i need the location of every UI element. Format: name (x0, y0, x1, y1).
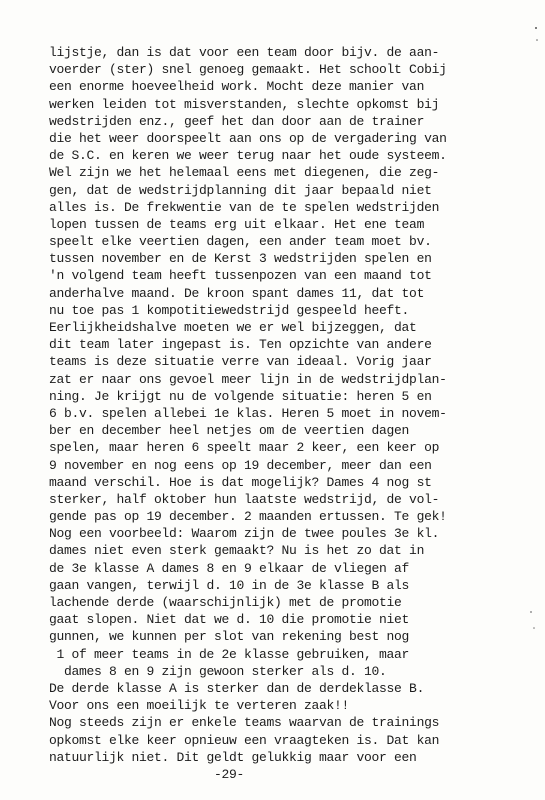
text-line: nu toe pas 1 kompotitiewedstrijd gespeeld heeft. (49, 302, 410, 318)
text-line: De derde klasse A is sterker dan de derdeklasse B. (49, 680, 425, 696)
text-line: dames niet even sterk gemaakt? Nu is het zo dat in (49, 543, 425, 559)
text-line: die het weer doorspeelt aan ons op de vergadering van (49, 130, 447, 146)
text-line: lopen tussen de teams erg uit elkaar. Het ene team (49, 216, 425, 232)
text-line: gen, dat de wedstrijdplanning dit jaar bepaald niet (49, 182, 432, 198)
text-line: 'n volgend team heeft tussenpozen van een maand tot (49, 268, 432, 284)
text-line: 1 of meer teams in de 2e klasse gebruiken, maar (49, 646, 410, 662)
text-line: Nog steeds zijn er enkele teams waarvan de trainings (49, 715, 440, 731)
text-line: lachende derde (waarschijnlijk) met de promotie (49, 595, 402, 610)
text-line: maand verschil. Hoe is dat mogelijk? Dames 4 nog st (49, 474, 432, 490)
text-line: ber en december heel netjes om de veertien dagen (49, 423, 410, 439)
text-line: tussen november en de Kerst 3 wedstrijden spelen en (49, 251, 432, 267)
text-line: spelen, maar heren 6 speelt maar 2 keer, een keer op (49, 440, 440, 456)
text-line: voerder (ster) snel genoeg gemaakt. Het schoolt Cobij (49, 62, 447, 78)
text-line: de S.C. en keren we weer terug naar het oude systeem. (49, 148, 447, 164)
text-line: de 3e klasse A dames 8 en 9 elkaar de vliegen af (49, 560, 410, 576)
page-number: -29- (214, 766, 245, 782)
text-line: alles is. De frekwentie van de te spelen wedstrijden (49, 199, 440, 215)
text-line: ning. Je krijgt nu de volgende situatie: heren 5 en (49, 388, 432, 404)
text-line: natuurlijk niet. Dit geldt gelukkig maar voor een (49, 749, 417, 765)
text-line: gunnen, we kunnen per slot van rekening best nog (49, 629, 410, 645)
text-line: sterker, half oktober hun laatste wedstrijd, de vol- (49, 491, 440, 507)
text-line: Wel zijn we het helemaal eens met diegenen, die zeg- (49, 165, 440, 181)
text-line: Voor ons een moeilijk te verteren zaak!! (49, 698, 350, 714)
text-line: gaat slopen. Niet dat we d. 10 die promotie niet (49, 612, 410, 628)
text-line: dit team later ingepast is. Ten opzichte van andere (49, 337, 432, 353)
text-line: Nog een voorbeeld: Waarom zijn de twee poules 3e kl. (49, 526, 440, 542)
text-line: anderhalve maand. De kroon spant dames 11, dat tot (49, 285, 425, 301)
text-line: wedstrijden enz., geef het dan door aan de trainer (49, 113, 425, 129)
text-line: Eerlijkheidshalve moeten we er wel bijzeggen, dat (49, 320, 417, 335)
text-line: gaan vangen, terwijl d. 10 in de 3e klasse B als (49, 577, 410, 593)
text-line: gende pas op 19 december. 2 maanden ertussen. Te gek! (49, 509, 447, 525)
text-line: een enorme hoeveelheid work. Mocht deze manier van (49, 79, 425, 95)
text-line: speelt elke veertien dagen, een ander team moet bv. (49, 234, 432, 250)
text-line: dames 8 en 9 zijn gewoon sterker als d. 10. (49, 663, 387, 679)
text-line: opkomst elke keer opnieuw een vraagteken is. Dat kan (49, 732, 440, 748)
text-line: werken leiden tot misverstanden, slechte opkomst bij (49, 96, 440, 112)
text-line: 9 november en nog eens op 19 december, meer dan een (49, 457, 432, 473)
text-line: teams is deze situatie verre van ideaal. Vorig jaar (49, 354, 432, 370)
typewritten-text (49, 44, 519, 783)
text-line: 6 b.v. spelen allebei 1e klas. Heren 5 moet in novem- (49, 405, 447, 421)
text-line: lijstje, dan is dat voor een team door bijv. de aan- (49, 45, 440, 60)
text-line: zat er naar ons gevoel meer lijn in de wedstrijdplan- (49, 371, 447, 387)
